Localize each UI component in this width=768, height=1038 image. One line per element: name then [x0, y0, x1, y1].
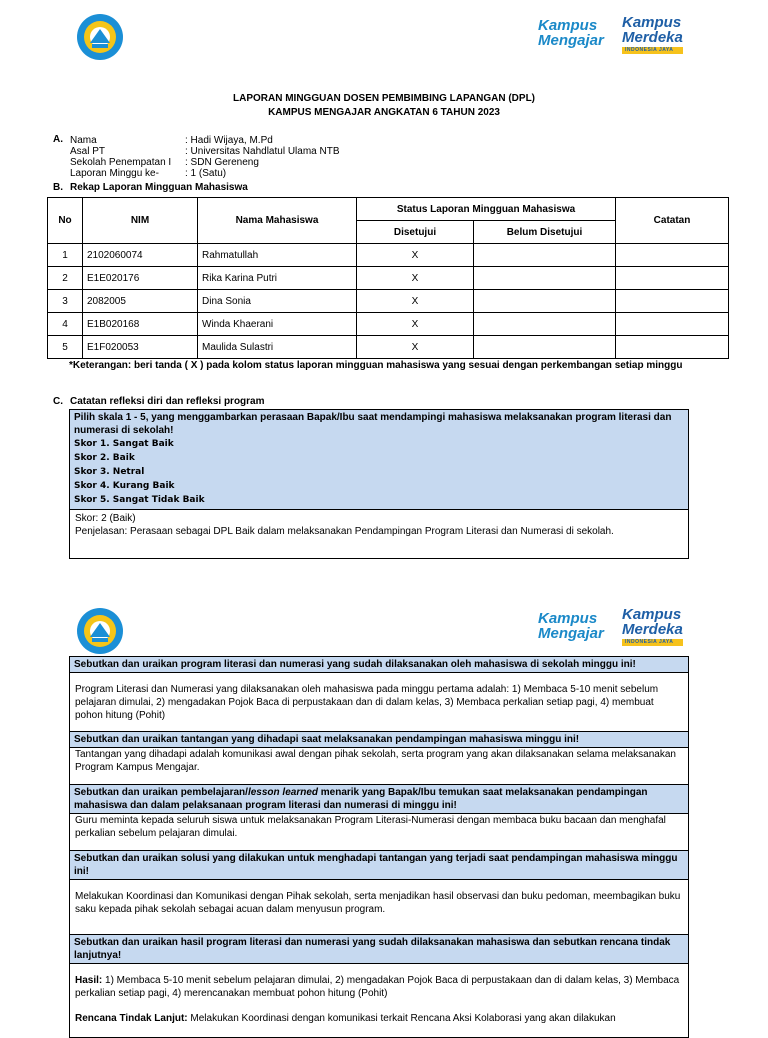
question-6: Sebutkan dan uraikan hasil program literasi dan numerasi yang sudah dilaksanakan mahasiswa dan sebutkan rencana tindak lanjutnya! — [70, 935, 688, 964]
table-note: *Keterangan: beri tanda ( X ) pada kolom status laporan mingguan mahasiswa yang sesuai dengan perkembangan setiap minggu — [69, 360, 683, 371]
section-b-marker: B. — [53, 182, 63, 193]
report-title — [0, 92, 768, 120]
identity-row-asal-pt: Asal PT : Universitas Nahdlatul Ulama NTB — [70, 146, 340, 157]
reflection-box-1 — [69, 409, 689, 559]
scale-list: Skor 1. Sangat Baik Skor 2. Baik Skor 3. Netral Skor 4. Kurang Baik Skor 5. Sangat Tidak Baik — [74, 439, 205, 505]
question-1: Pilih skala 1 - 5, yang menggambarkan perasaan Bapak/Ibu saat mendampingi mahasiswa melaksanakan program literasi dan numerasi di sekolah! Skor 1. Sangat Baik Skor 2. Baik Skor 3. Netral Skor 4. Kurang Baik Skor 5. Sangat Tidak Baik — [70, 410, 688, 510]
identity-row-minggu: Laporan Minggu ke- : 1 (Satu) — [70, 168, 227, 179]
page-break — [0, 575, 768, 597]
col-belum: Belum Disetujui — [474, 221, 616, 244]
answer-6: Hasil: 1) Membaca 5-10 menit sebelum pelajaran dimulai, 2) mengadakan Pojok Baca di perpustakaan dan di dalam kelas, 3) Membaca perkalian setiap pagi, 4) merencanakan membuat pohon hitung (Pohit) Rencana Tindak Lanjut: Melakukan Koordinasi dengan komunikasi terkait Rencana Aksi Kolaborasi yang akan dilakukan — [75, 975, 680, 1024]
table-row: 3 2082005 Dina Sonia X — [48, 290, 729, 313]
question-5: Sebutkan dan uraikan solusi yang dilakukan untuk menghadapi tantangan yang terjadi saat pendampingan mahasiswa minggu ini! — [70, 851, 688, 880]
tut-wuri-handayani-logo — [76, 13, 124, 61]
answer-2: Program Literasi dan Numerasi yang dilaksanakan oleh mahasiswa pada minggu pertama adalah: 1) Membaca 5-10 menit sebelum pelajaran dimulai, 2) mengadakan Pojok Baca di perpustakaan dan di dalam kelas, 3) Membaca perkalian setiap pagi, 4) membuat pohon hitung (Pohit) — [70, 673, 688, 732]
table-row: 5 E1F020053 Maulida Sulastri X — [48, 336, 729, 359]
rekap-table — [47, 197, 729, 359]
table-row: 1 2102060074 Rahmatullah X — [48, 244, 729, 267]
section-c-title: Catatan refleksi diri dan refleksi program — [70, 396, 265, 407]
answer-1: Skor: 2 (Baik) Penjelasan: Perasaan sebagai DPL Baik dalam melaksanakan Pendampingan Program Literasi dan Numerasi di sekolah. — [75, 513, 614, 537]
identity-row-sekolah: Sekolah Penempatan I : SDN Gereneng — [70, 157, 259, 168]
answer-4: Guru meminta kepada seluruh siswa untuk melaksanakan Program Literasi-Numerasi dengan membaca buku bacaan dan menghafal perkalian sebelum pelajaran dimulai. — [70, 814, 688, 851]
report-title-line1: LAPORAN MINGGUAN DOSEN PEMBIMBING LAPANGAN (DPL) — [232, 93, 536, 104]
identity-row-nama: Nama : Hadi Wijaya, M.Pd — [70, 135, 273, 146]
kampus-merdeka-logo: Kampus Merdeka INDONESIA JAYA — [622, 14, 683, 53]
section-a-marker: A. — [53, 134, 63, 145]
col-nim: NIM — [83, 198, 198, 244]
table-row: 2 E1E020176 Rika Karina Putri X — [48, 267, 729, 290]
reflection-box-2 — [69, 656, 689, 1038]
question-4: Sebutkan dan uraikan pembelajaran/lesson learned menarik yang Bapak/Ibu temukan saat melaksanakan pendampingan mahasiswa dan dalam pelaksanaan program literasi dan numerasi di minggu ini! — [70, 785, 688, 814]
identity-block — [70, 135, 340, 179]
kampus-mengajar-logo: Kampus Mengajar — [538, 17, 604, 49]
answer-3: Tantangan yang dihadapi adalah komunikasi awal dengan pihak sekolah, serta program yang akan dilaksanakan selama melaksanakan Program Kampus Mengajar. — [70, 748, 688, 785]
col-catatan: Catatan — [616, 198, 729, 244]
table-row: 4 E1B020168 Winda Khaerani X — [48, 313, 729, 336]
question-3: Sebutkan dan uraikan tantangan yang dihadapi saat melaksanakan pendampingan mahasiswa minggu ini! — [70, 732, 688, 748]
col-nama: Nama Mahasiswa — [198, 198, 357, 244]
col-no: No — [48, 198, 83, 244]
report-title-line2: KAMPUS MENGAJAR ANGKATAN 6 TAHUN 2023 — [268, 107, 500, 118]
section-b-title: Rekap Laporan Mingguan Mahasiswa — [70, 182, 248, 193]
col-status: Status Laporan Mingguan Mahasiswa — [357, 198, 616, 221]
tut-wuri-handayani-logo-page2 — [76, 607, 124, 655]
kampus-merdeka-logo-page2: Kampus Merdeka INDONESIA JAYA — [622, 606, 683, 645]
col-disetujui: Disetujui — [357, 221, 474, 244]
section-c-marker: C. — [53, 396, 63, 407]
kampus-mengajar-logo-page2: Kampus Mengajar — [538, 610, 604, 642]
answer-5: Melakukan Koordinasi dan Komunikasi dengan Pihak sekolah, serta menjadikan hasil observasi dan buku pedoman, meembagikan buku saku kepada pihak sekolah sebagai acuan dalam menyusun program. — [70, 880, 688, 935]
question-2: Sebutkan dan uraikan program literasi dan numerasi yang sudah dilaksanakan oleh mahasiswa di sekolah minggu ini! — [70, 657, 688, 673]
